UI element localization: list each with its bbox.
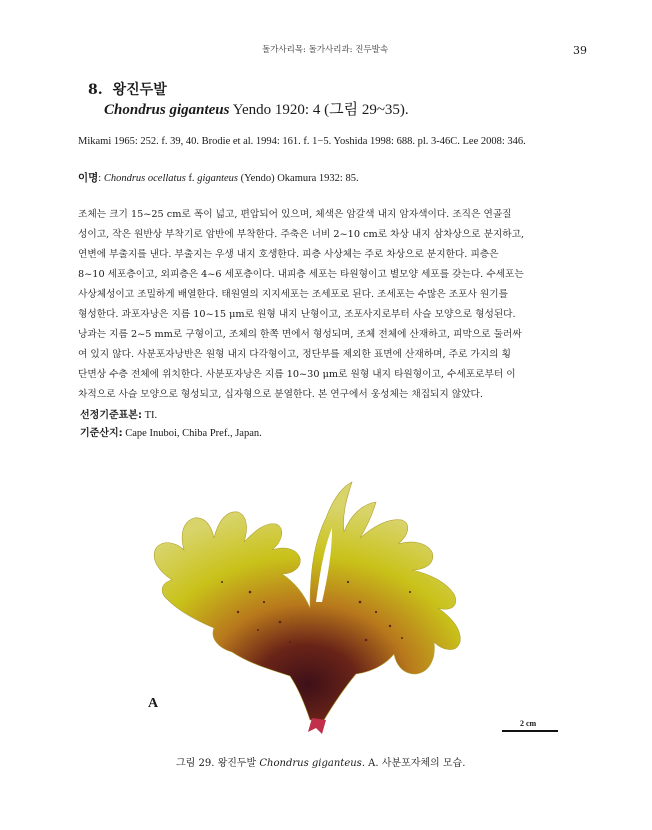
cystocarp-spot — [257, 629, 259, 631]
cystocarp-spot — [359, 601, 362, 604]
cystocarp-spot — [409, 591, 411, 593]
caption-species: Chondrus giganteus — [259, 758, 362, 769]
cystocarp-spot — [237, 611, 239, 613]
authority: Yendo 1920: 4 (그림 29~35). — [232, 102, 409, 118]
cystocarp-spot — [221, 581, 223, 583]
page-number: 39 — [573, 44, 587, 57]
cystocarp-spot — [249, 591, 252, 594]
figure-caption — [176, 754, 465, 769]
description-line: 8~10 세포층이고, 외피층은 4~6 세포층이다. 내피층 세포는 타원형이고 별모양 세포를 갖는다. 수세포는 — [78, 269, 524, 280]
description-line: 성이고, 작은 원반상 부착기로 암반에 부착한다. 주축은 너비 2~10 cm로 차상 내지 삼차상으로 분지하고, — [78, 229, 525, 240]
running-header: 돌가사리목: 돌가사리과: 진두발속 — [262, 45, 389, 55]
synonym-rank: f. — [188, 173, 198, 184]
species-heading — [88, 79, 167, 99]
caption-suffix: . A. 사분포자체의 모습. — [361, 758, 466, 769]
synonym-label: 이명 — [78, 172, 99, 184]
species-scientific-line — [104, 98, 409, 119]
cystocarp-spot — [401, 637, 403, 639]
type-specimen-label: 선정기준표본 — [80, 410, 138, 421]
synonym-form: giganteus — [197, 173, 239, 184]
caption-prefix: 그림 29. 왕진두발 — [176, 758, 260, 769]
type-specimen-line: 선정기준표본: TI. — [80, 410, 158, 421]
description-line: 차적으로 사슬 모양으로 형성되고, 십자형으로 분열한다. 본 연구에서 웅성체는 채집되지 않았다. — [78, 389, 483, 400]
seaweed-specimen-photo — [140, 452, 540, 742]
type-locality-value: Cape Inuboi, Chiba Pref., Japan. — [125, 428, 262, 439]
description-line: 연변에 부출지를 낸다. 부출지는 우생 내지 호생한다. 피층 사상체는 주로 차상으로 분지한다. 피층은 — [78, 249, 499, 260]
scale-bar-label: 2 cm — [520, 719, 537, 728]
figure-panel-label: A — [148, 696, 159, 711]
synonym-name: Chondrus ocellatus — [103, 173, 186, 184]
cystocarp-spot — [347, 581, 349, 583]
type-specimen-value: TI. — [144, 410, 158, 421]
references: Mikami 1965: 252. f. 39, 40. Brodie et al. 1994: 161. f. 1−5. Yoshida 1998: 688. pl. 3-46C. Lee 2008: 346. — [78, 136, 526, 147]
cystocarp-spot — [279, 621, 282, 624]
description-line: 형성한다. 과포자낭은 지름 10~15 μm로 원형 내지 난형이고, 조포사지로부터 사슬 모양으로 형성된다. — [78, 309, 516, 320]
synonym-line — [78, 170, 359, 185]
scale-bar — [502, 730, 558, 732]
type-locality-label: 기준산지 — [80, 428, 119, 439]
cystocarp-spot — [389, 625, 391, 627]
scientific-name: Chondrus giganteus — [104, 102, 230, 118]
synonym-authority: (Yendo) Okamura 1932: 85. — [240, 173, 359, 184]
cystocarp-spot — [375, 611, 377, 613]
species-korean-name: 왕진두발 — [112, 82, 167, 98]
description-line: 조체는 크기 15~25 cm로 폭이 넓고, 편압되어 있으며, 체색은 암갈색 내지 암자색이다. 조직은 연골질 — [78, 209, 512, 220]
synonym-separator: : — [98, 173, 102, 184]
holdfast — [308, 718, 326, 734]
type-locality-line: 기준산지: Cape Inuboi, Chiba Pref., Japan. — [80, 428, 262, 439]
species-number: 8. — [88, 82, 103, 98]
description-paragraph — [78, 205, 578, 405]
description-line: 여 있지 않다. 사분포자낭반은 원형 내지 다각형이고, 정단부를 제외한 표면에 산재하며, 주로 가지의 횡 — [78, 349, 511, 360]
cystocarp-spot — [263, 601, 265, 603]
thallus-shape — [154, 482, 460, 720]
description-line: 낭과는 지름 2~5 mm로 구형이고, 조체의 한쪽 면에서 형성되며, 조체 전체에 산재하고, 피막으로 둘러싸 — [78, 329, 522, 340]
description-line: 사상체성이고 조밀하게 배열한다. 태원열의 지지세포는 조세포로 된다. 조세포는 수많은 조포사 원기를 — [78, 289, 508, 300]
description-line: 단면상 수층 전체에 위치한다. 사분포자낭은 지름 10~30 μm로 원형 내지 타원형이고, 수세포로부터 이 — [78, 369, 516, 380]
cystocarp-spot — [289, 641, 291, 643]
cystocarp-spot — [365, 639, 368, 642]
